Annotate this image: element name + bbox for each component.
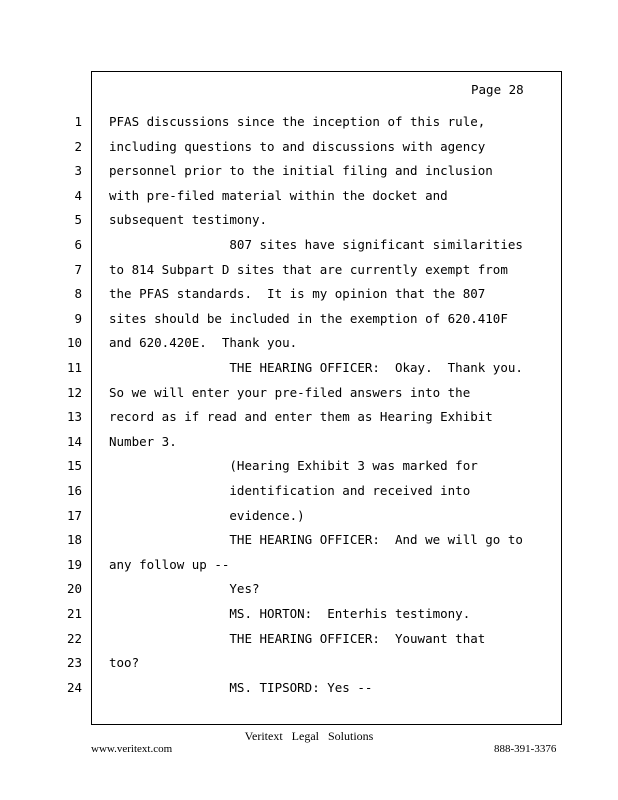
line-number: 14 [66, 434, 82, 449]
transcript-line: THE HEARING OFFICER: And we will go to [109, 532, 523, 547]
line-number: 13 [66, 409, 82, 424]
line-number: 23 [66, 655, 82, 670]
transcript-line: any follow up -- [109, 557, 230, 572]
transcript-line: including questions to and discussions with agency [109, 139, 486, 154]
transcript-line: THE HEARING OFFICER: Youwant that [109, 631, 486, 646]
line-number: 12 [66, 385, 82, 400]
footer-website: www.veritext.com [91, 743, 173, 755]
transcript-line: personnel prior to the initial filing and inclusion [109, 163, 493, 178]
transcript-line: 807 sites have significant similarities [109, 237, 523, 252]
line-number: 5 [74, 212, 82, 227]
transcript-line: identification and received into [109, 483, 471, 498]
line-number: 20 [66, 581, 82, 596]
transcript-line: THE HEARING OFFICER: Okay. Thank you. [109, 360, 523, 375]
line-number: 8 [74, 286, 82, 301]
line-number: 21 [66, 606, 82, 621]
line-number: 18 [66, 532, 82, 547]
transcript-line: MS. HORTON: Enterhis testimony. [109, 606, 471, 621]
transcript-line: (Hearing Exhibit 3 was marked for [109, 458, 478, 473]
transcript-line: with pre-filed material within the docket and [109, 188, 448, 203]
transcript-line: Number 3. [109, 434, 177, 449]
line-number: 24 [66, 680, 82, 695]
line-number: 3 [74, 163, 82, 178]
transcript-line: MS. TIPSORD: Yes -- [109, 680, 373, 695]
line-number: 7 [74, 262, 82, 277]
line-number: 19 [66, 557, 82, 572]
transcript-line: too? [109, 655, 140, 670]
transcript-line: Yes? [109, 581, 260, 596]
line-number: 15 [66, 458, 82, 473]
line-number: 1 [74, 114, 82, 129]
transcript-line: evidence.) [109, 508, 305, 523]
transcript-line: and 620.420E. Thank you. [109, 335, 298, 350]
transcript-line: sites should be included in the exemption of 620.410F [109, 311, 508, 326]
footer-company: Veritext Legal Solutions [244, 729, 374, 743]
page-number: Page 28 [471, 82, 524, 97]
line-number: 17 [66, 508, 82, 523]
line-number: 2 [74, 139, 82, 154]
line-number: 10 [66, 335, 82, 350]
line-number: 11 [66, 360, 82, 375]
transcript-line: PFAS discussions since the inception of this rule, [109, 114, 486, 129]
line-number: 16 [66, 483, 82, 498]
line-number: 4 [74, 188, 82, 203]
transcript-line: subsequent testimony. [109, 212, 268, 227]
line-number: 6 [74, 237, 82, 252]
footer-phone: 888-391-3376 [494, 743, 557, 755]
transcript-line: record as if read and enter them as Hearing Exhibit [109, 409, 493, 424]
line-number: 9 [74, 311, 82, 326]
transcript-line: to 814 Subpart D sites that are currently exempt from [109, 262, 508, 277]
line-number: 22 [66, 631, 82, 646]
transcript-line: So we will enter your pre-filed answers into the [109, 385, 471, 400]
transcript-line: the PFAS standards. It is my opinion that the 807 [109, 286, 486, 301]
